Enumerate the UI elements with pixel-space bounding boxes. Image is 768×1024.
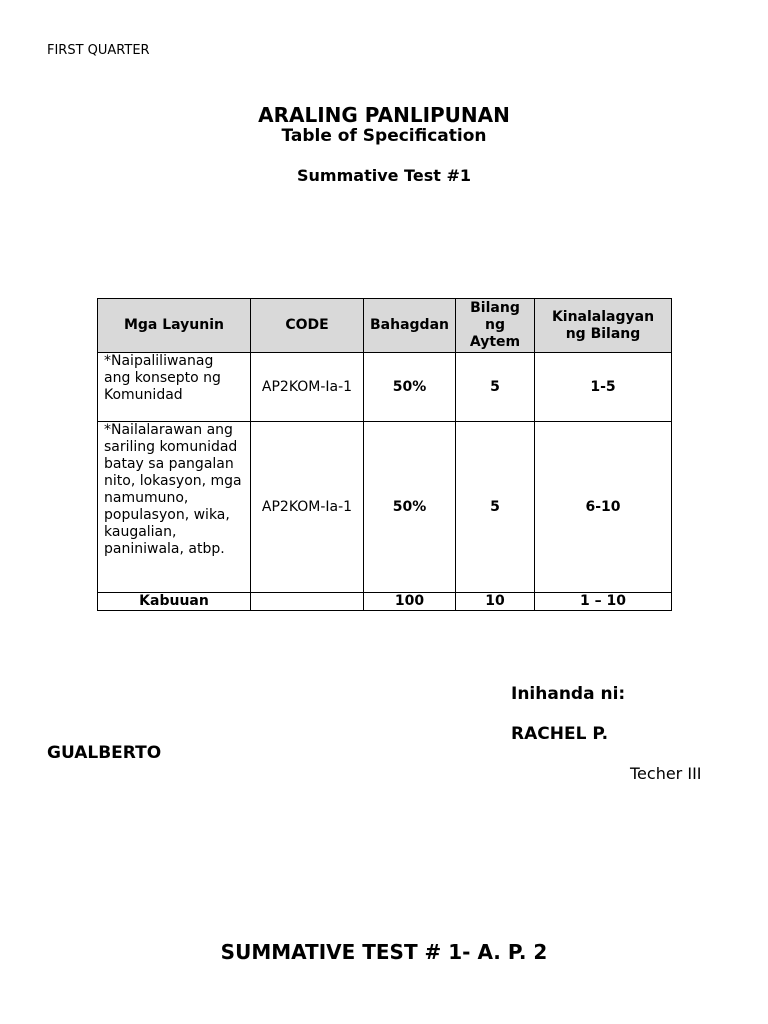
header-percent: Bahagdan [364, 299, 456, 353]
percent-cell: 50% [364, 422, 456, 593]
quarter-label: FIRST QUARTER [47, 43, 150, 58]
header-objectives: Mga Layunin [98, 299, 251, 353]
placement-cell: 1-5 [535, 353, 672, 422]
test-title: Summative Test #1 [297, 166, 471, 185]
specification-table [97, 298, 672, 611]
document-subtitle: Table of Specification [281, 126, 487, 146]
placement-cell: 6-10 [535, 422, 672, 593]
header-placement: Kinalalagyan ng Bilang [535, 299, 672, 353]
code-cell: AP2KOM-Ia-1 [251, 353, 364, 422]
total-code [251, 593, 364, 611]
code-cell: AP2KOM-Ia-1 [251, 422, 364, 593]
preparer-last-name: GUALBERTO [47, 743, 162, 763]
objective-cell: *Nailalarawan ang sariling komunidad batay sa pangalan nito, lokasyon, mga namumuno, populasyon, wika, kaugalian, paniniwala, atbp. [98, 422, 251, 593]
total-placement: 1 – 10 [535, 593, 672, 611]
table-row [98, 353, 672, 422]
objective-cell: *Naipaliliwanag ang konsepto ng Komunidad [98, 353, 251, 422]
items-cell: 5 [456, 353, 535, 422]
percent-cell: 50% [364, 353, 456, 422]
total-percent: 100 [364, 593, 456, 611]
table-header-row [98, 299, 672, 353]
document-title: ARALING PANLIPUNAN [258, 103, 510, 127]
header-items: Bilang ng Aytem [456, 299, 535, 353]
preparer-position: Techer III [630, 764, 702, 783]
preparer-first-name: RACHEL P. [511, 724, 609, 744]
total-items: 10 [456, 593, 535, 611]
prepared-by-label: Inihanda ni: [511, 684, 626, 704]
total-row [98, 593, 672, 611]
items-cell: 5 [456, 422, 535, 593]
header-code: CODE [251, 299, 364, 353]
footer-title: SUMMATIVE TEST # 1- A. P. 2 [220, 940, 548, 964]
table-row [98, 422, 672, 593]
total-label: Kabuuan [98, 593, 251, 611]
